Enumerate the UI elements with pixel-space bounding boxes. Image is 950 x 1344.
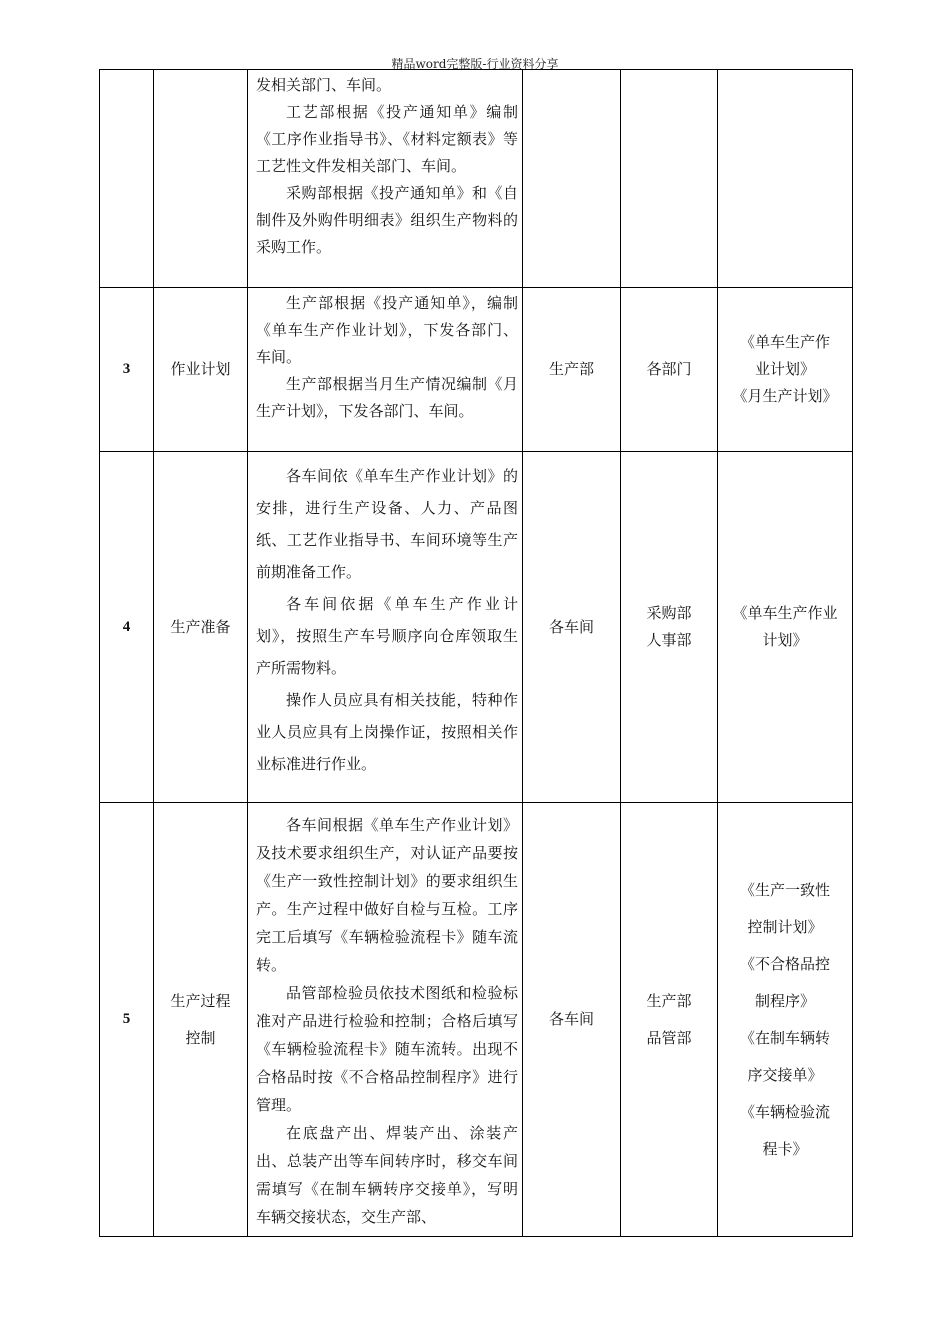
description-paragraph: 各车间根据《单车生产作业计划》及技术要求组织生产，对认证产品要按《生产一致性控制计划》的要求组织生产。生产过程中做好自检与互检。工序完工后填写《车辆检验流程卡》随车流转。 [256, 816, 518, 974]
step-name [154, 288, 248, 452]
responsible-dept: 生产部 [523, 288, 621, 452]
step-name [154, 452, 248, 803]
cooperating-dept [621, 70, 718, 288]
records [718, 452, 853, 803]
description-paragraph: 工艺部根据《投产通知单》编制《工序作业指导书》、《材料定额表》等工艺性文件发相关部门、车间。 [256, 103, 518, 175]
description-paragraph: 各车间依据《单车生产作业计划》，按照生产车号顺序向仓库领取生产所需物料。 [256, 595, 518, 677]
records [718, 70, 853, 288]
description-paragraph: 操作人员应具有相关技能，特种作业人员应具有上岗操作证，按照相关作业标准进行作业。 [256, 691, 518, 773]
record-line: 《单车生产作业 [732, 604, 838, 622]
cooperating-dept-line: 生产部 [646, 991, 692, 1010]
step-number: 4 [100, 452, 154, 803]
cooperating-dept-line: 品管部 [646, 1028, 692, 1047]
cooperating-dept-line: 采购部 [646, 604, 692, 622]
records [718, 288, 853, 452]
record-line: 控制计划》 [747, 917, 823, 936]
step-description [248, 70, 523, 288]
step-description [248, 803, 523, 1237]
description-paragraph: 在底盘产出、焊装产出、涂装产出、总装产出等车间转序时，移交车间需填写《在制车辆转序交接单》，写明车辆交接状态，交生产部、 [256, 1124, 518, 1226]
records [718, 803, 853, 1237]
step-name-line: 生产准备 [170, 617, 231, 636]
process-table [99, 69, 853, 1237]
step-description [248, 288, 523, 452]
step-name [154, 70, 248, 288]
record-line: 《在制车辆转 [739, 1028, 830, 1047]
description-paragraph: 采购部根据《投产通知单》和《自制件及外购件明细表》组织生产物料的采购工作。 [256, 184, 518, 256]
table-row [100, 803, 853, 1237]
description-paragraph: 品管部检验员依技术图纸和检验标准对产品进行检验和控制；合格后填写《车辆检验流程卡》随车流转。出现不合格品时按《不合格品控制程序》进行管理。 [256, 984, 518, 1114]
description-paragraph: 各车间依《单车生产作业计划》的安排，进行生产设备、人力、产品图纸、工艺作业指导书、车间环境等生产前期准备工作。 [256, 467, 518, 581]
record-line: 《车辆检验流 [739, 1102, 830, 1121]
step-number: 5 [100, 803, 154, 1237]
step-name-line: 作业计划 [170, 360, 231, 378]
description-paragraph: 生产部根据当月生产情况编制《月生产计划》，下发各部门、车间。 [256, 375, 518, 420]
responsible-dept: 各车间 [523, 452, 621, 803]
responsible-dept [523, 70, 621, 288]
record-line: 制程序》 [754, 991, 815, 1010]
table-row [100, 288, 853, 452]
step-name-line: 控制 [185, 1028, 216, 1047]
step-description [248, 452, 523, 803]
cooperating-dept [621, 288, 718, 452]
cooperating-dept [621, 803, 718, 1237]
responsible-dept: 各车间 [523, 803, 621, 1237]
page-header: 精品word完整版-行业资料分享 [391, 57, 559, 71]
record-line: 《不合格品控 [739, 954, 830, 973]
table-row [100, 452, 853, 803]
step-number: 3 [100, 288, 154, 452]
step-number [100, 70, 154, 288]
step-name [154, 803, 248, 1237]
cooperating-dept-line: 各部门 [646, 360, 692, 378]
record-line: 《单车生产作 [739, 333, 830, 351]
record-line: 程卡》 [762, 1139, 808, 1158]
description-paragraph: 发相关部门、车间。 [256, 76, 392, 94]
record-line: 计划》 [762, 631, 808, 649]
cooperating-dept [621, 452, 718, 803]
record-line: 序交接单》 [747, 1065, 823, 1084]
step-name-line: 生产过程 [170, 991, 231, 1010]
record-line: 《月生产计划》 [732, 387, 838, 405]
record-line: 业计划》 [754, 360, 815, 378]
table-row [100, 70, 853, 288]
record-line: 《生产一致性 [739, 880, 830, 899]
cooperating-dept-line: 人事部 [646, 631, 692, 649]
description-paragraph: 生产部根据《投产通知单》，编制《单车生产作业计划》，下发各部门、车间。 [256, 294, 518, 366]
